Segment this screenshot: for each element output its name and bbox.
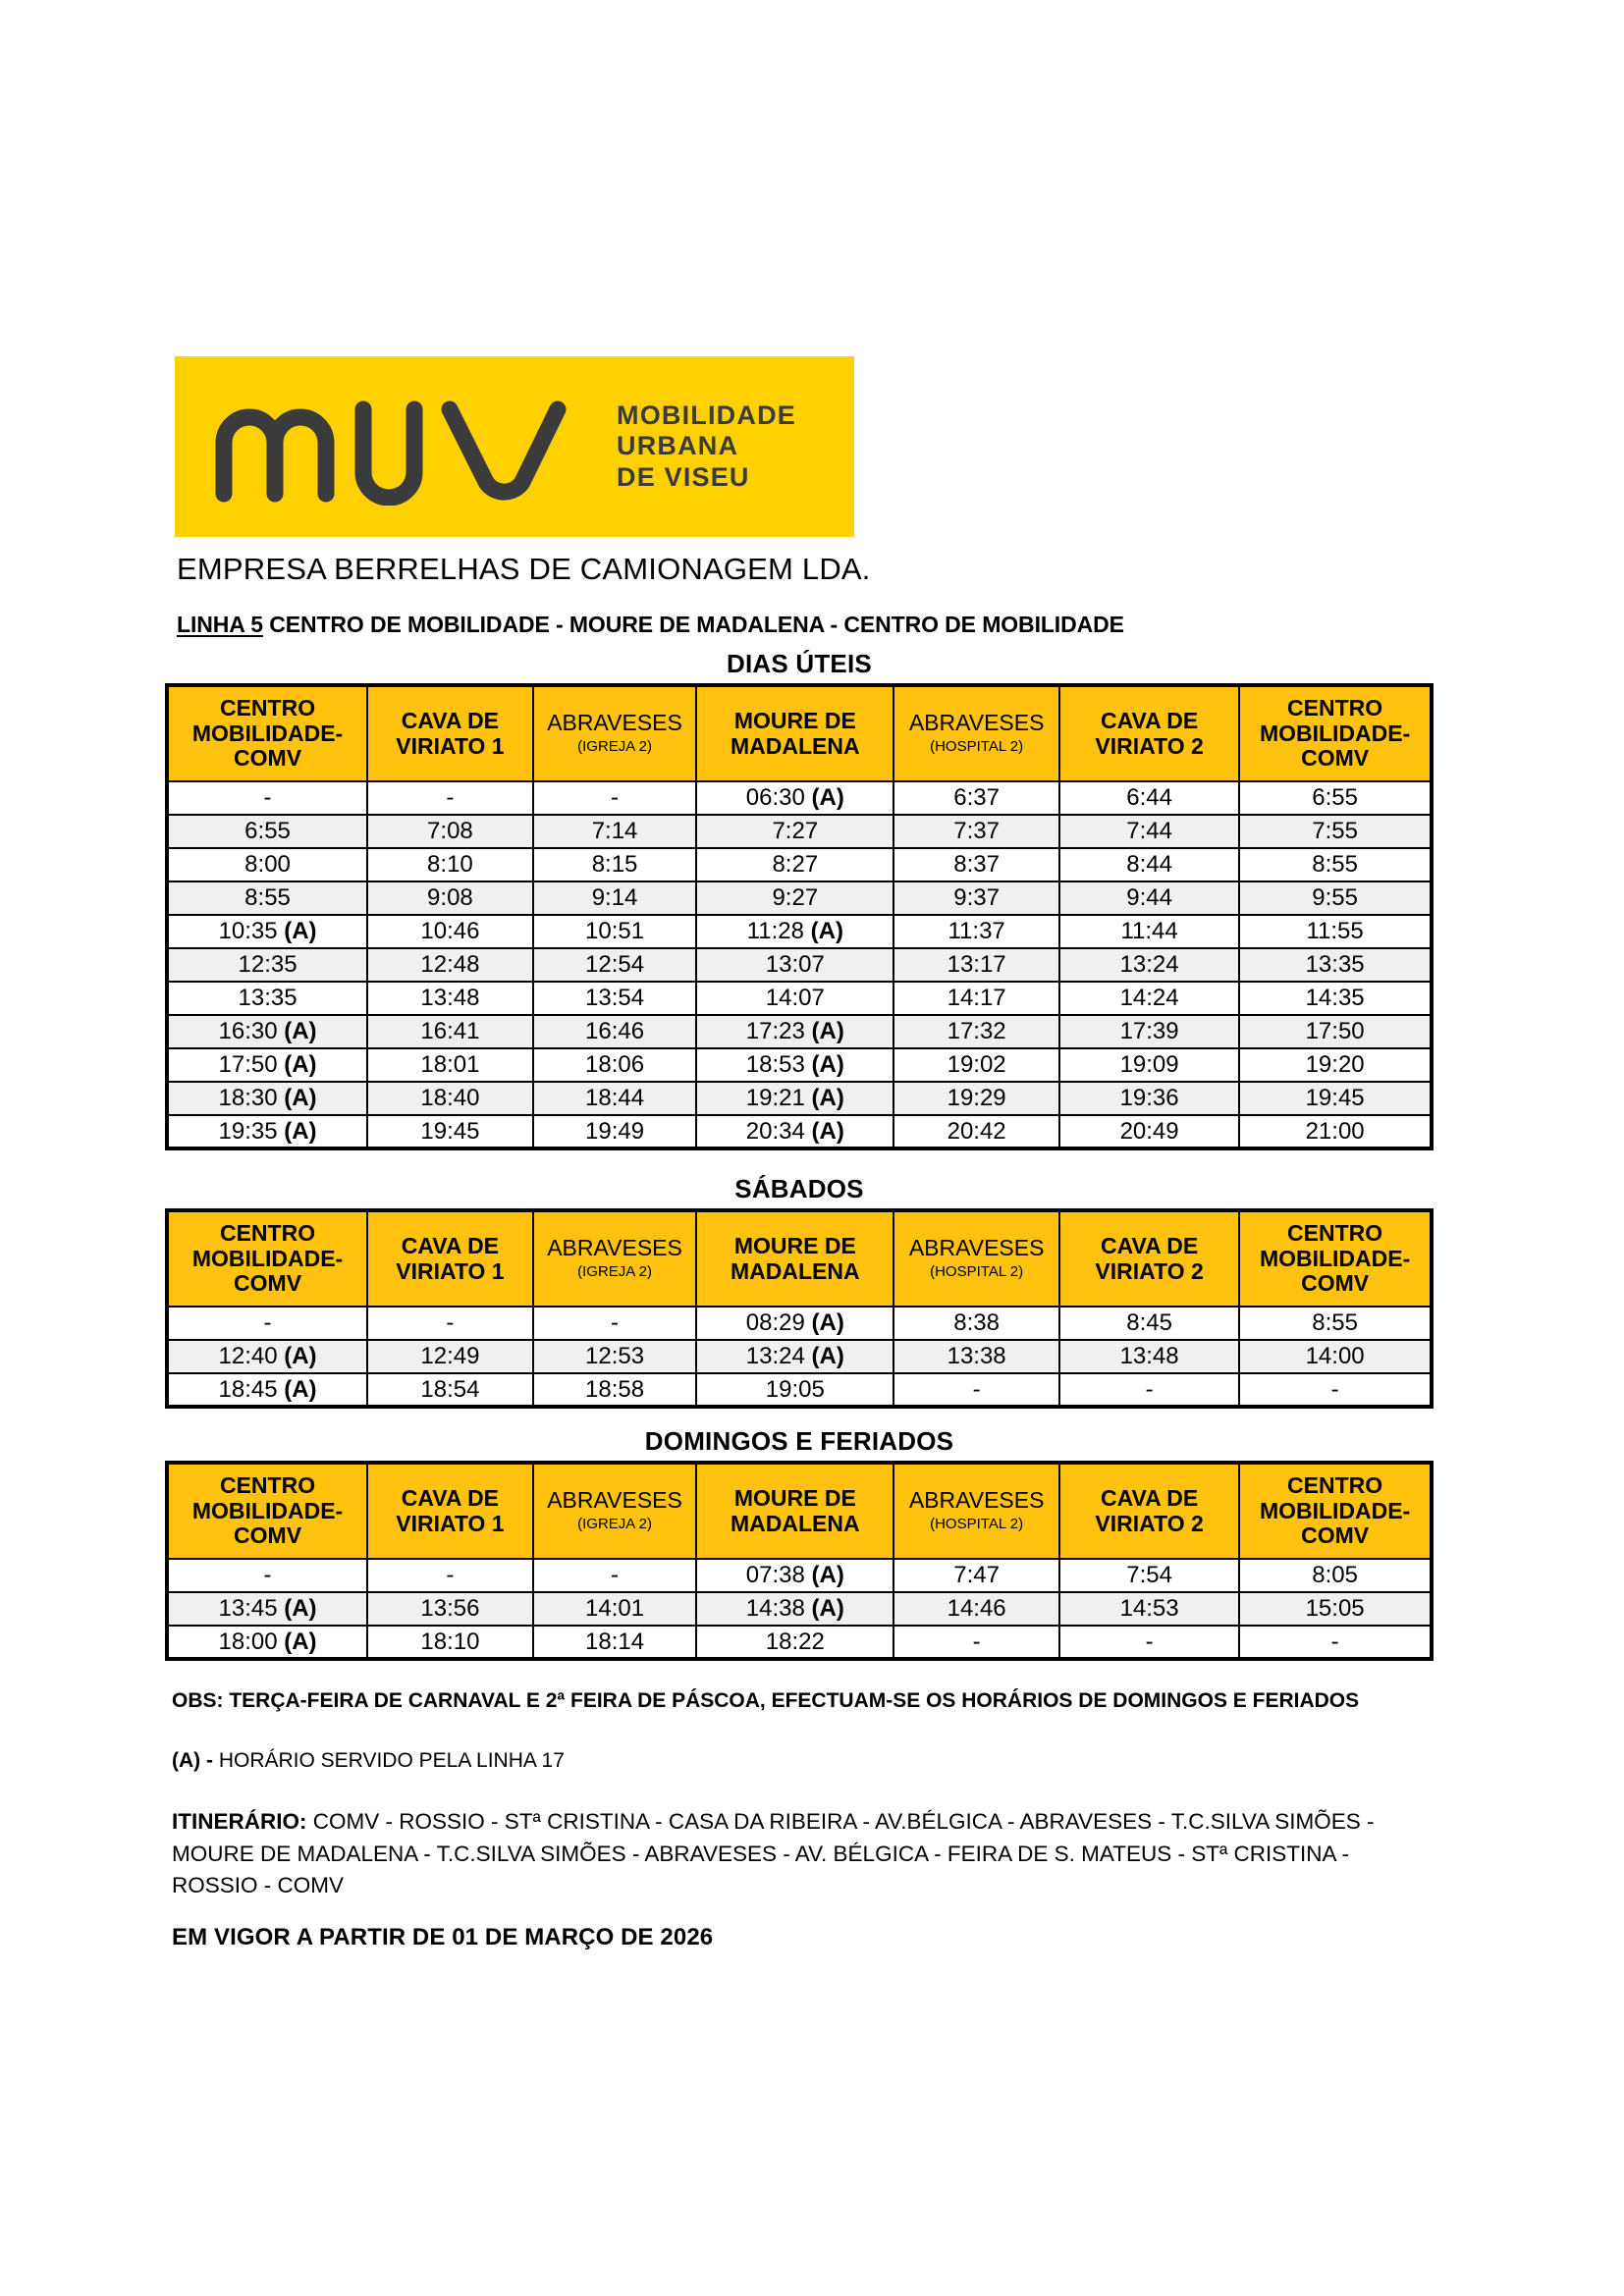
- time-cell: 18:45 (A): [167, 1373, 367, 1407]
- time-cell: 16:30 (A): [167, 1015, 367, 1048]
- column-header-2: [533, 685, 697, 781]
- column-header-main: ABRAVESES: [908, 1235, 1045, 1261]
- table-header-row: [167, 1210, 1432, 1307]
- column-header-3: [696, 1210, 893, 1307]
- table-row: [167, 1373, 1432, 1407]
- column-header-main: CENTRO MOBILIDADE-COMV: [1259, 1471, 1411, 1549]
- time-cell: 13:35: [167, 982, 367, 1015]
- time-cell: 17:39: [1059, 1015, 1239, 1048]
- column-header-4: [893, 685, 1059, 781]
- column-header-4: [893, 1210, 1059, 1307]
- column-header-main: CAVA DE VIRIATO 1: [396, 1232, 505, 1284]
- time-cell: 13:45 (A): [167, 1592, 367, 1626]
- time-cell: 20:49: [1059, 1115, 1239, 1148]
- time-cell: 8:37: [893, 848, 1059, 881]
- time-cell: -: [533, 781, 697, 815]
- line-17-flag: (A): [811, 1018, 844, 1044]
- time-cell: 19:49: [533, 1115, 697, 1148]
- time-cell: 20:34 (A): [696, 1115, 893, 1148]
- time-cell: 19:21 (A): [696, 1082, 893, 1115]
- column-header-6: [1239, 1463, 1432, 1559]
- timetable-dias-uteis: [165, 683, 1434, 1150]
- time-cell: 14:01: [533, 1592, 697, 1626]
- column-header-5: [1059, 1210, 1239, 1307]
- time-cell: 8:00: [167, 848, 367, 881]
- time-cell: 19:45: [367, 1115, 533, 1148]
- line-number-label: LINHA 5: [177, 612, 263, 637]
- time-cell: 8:55: [1239, 1307, 1432, 1340]
- column-header-main: ABRAVESES: [547, 1487, 682, 1514]
- time-cell: 11:37: [893, 915, 1059, 948]
- time-cell: -: [893, 1626, 1059, 1659]
- column-header-main: CENTRO MOBILIDADE-COMV: [1259, 694, 1411, 772]
- note-itinerary-label: ITINERÁRIO:: [172, 1809, 307, 1834]
- time-cell: 13:17: [893, 948, 1059, 982]
- table-row: [167, 948, 1432, 982]
- section-title-dias-uteis: DIAS ÚTEIS: [727, 649, 872, 678]
- column-header-2: [533, 1463, 697, 1559]
- time-cell: -: [893, 1373, 1059, 1407]
- time-cell: 12:48: [367, 948, 533, 982]
- column-header-main: CAVA DE VIRIATO 2: [1095, 1232, 1204, 1284]
- time-cell: 14:17: [893, 982, 1059, 1015]
- line-17-flag: (A): [284, 1343, 317, 1369]
- time-cell: 17:32: [893, 1015, 1059, 1048]
- time-cell: 8:15: [533, 848, 697, 881]
- table-row: [167, 1115, 1432, 1148]
- note-legend-text: HORÁRIO SERVIDO PELA LINHA 17: [218, 1749, 565, 1772]
- time-cell: 14:24: [1059, 982, 1239, 1015]
- note-itinerary: [172, 1806, 1438, 1902]
- time-cell: 14:46: [893, 1592, 1059, 1626]
- line-header: [177, 612, 1124, 638]
- note-legend-marker: (A) -: [172, 1749, 213, 1772]
- time-cell: 11:44: [1059, 915, 1239, 948]
- column-header-main: CAVA DE VIRIATO 1: [396, 707, 505, 759]
- time-cell: 13:48: [1059, 1340, 1239, 1373]
- time-cell: 18:30 (A): [167, 1082, 367, 1115]
- time-cell: 12:54: [533, 948, 697, 982]
- line-17-flag: (A): [811, 784, 844, 811]
- time-cell: 19:45: [1239, 1082, 1432, 1115]
- time-cell: 13:24 (A): [696, 1340, 893, 1373]
- section-title-domingos-feriados: DOMINGOS E FERIADOS: [644, 1426, 954, 1456]
- column-header-0: [167, 1210, 367, 1307]
- time-cell: 7:37: [893, 815, 1059, 848]
- time-cell: 6:55: [1239, 781, 1432, 815]
- table-row: [167, 1082, 1432, 1115]
- time-cell: 13:56: [367, 1592, 533, 1626]
- table-row: [167, 1559, 1432, 1592]
- time-cell: 17:50: [1239, 1015, 1432, 1048]
- column-header-0: [167, 685, 367, 781]
- table-row: [167, 1015, 1432, 1048]
- time-cell: 16:41: [367, 1015, 533, 1048]
- time-cell: 18:14: [533, 1626, 697, 1659]
- column-header-main: CAVA DE VIRIATO 2: [1095, 707, 1204, 759]
- line-17-flag: (A): [811, 1309, 844, 1336]
- line-17-flag: (A): [284, 1085, 317, 1111]
- time-cell: 14:35: [1239, 982, 1432, 1015]
- time-cell: -: [367, 1307, 533, 1340]
- column-header-3: [696, 685, 893, 781]
- column-header-sub: (IGREJA 2): [577, 1263, 652, 1281]
- time-cell: -: [1059, 1373, 1239, 1407]
- time-cell: 7:27: [696, 815, 893, 848]
- muv-logo-banner: [175, 356, 854, 537]
- time-cell: -: [533, 1307, 697, 1340]
- time-cell: 12:49: [367, 1340, 533, 1373]
- time-cell: 7:55: [1239, 815, 1432, 848]
- time-cell: 20:42: [893, 1115, 1059, 1148]
- column-header-4: [893, 1463, 1059, 1559]
- timetable-sabados: [165, 1208, 1434, 1409]
- time-cell: 07:38 (A): [696, 1559, 893, 1592]
- column-header-6: [1239, 1210, 1432, 1307]
- time-cell: 17:50 (A): [167, 1048, 367, 1082]
- time-cell: 9:44: [1059, 881, 1239, 915]
- time-cell: 18:06: [533, 1048, 697, 1082]
- line-17-flag: (A): [811, 1085, 844, 1111]
- time-cell: 18:44: [533, 1082, 697, 1115]
- time-cell: 21:00: [1239, 1115, 1432, 1148]
- line-17-flag: (A): [811, 1343, 844, 1369]
- time-cell: 08:29 (A): [696, 1307, 893, 1340]
- time-cell: 13:24: [1059, 948, 1239, 982]
- time-cell: 18:40: [367, 1082, 533, 1115]
- time-cell: 11:28 (A): [696, 915, 893, 948]
- table-body: [167, 1559, 1432, 1659]
- time-cell: 6:37: [893, 781, 1059, 815]
- time-cell: -: [367, 781, 533, 815]
- column-header-sub: (IGREJA 2): [577, 1516, 652, 1533]
- time-cell: 19:20: [1239, 1048, 1432, 1082]
- line-17-flag: (A): [811, 1595, 844, 1622]
- table-row: [167, 1626, 1432, 1659]
- time-cell: -: [533, 1559, 697, 1592]
- column-header-main: ABRAVESES: [908, 1487, 1045, 1514]
- line-17-flag: (A): [810, 918, 843, 944]
- time-cell: 10:51: [533, 915, 697, 948]
- column-header-sub: (HOSPITAL 2): [930, 1263, 1024, 1281]
- time-cell: -: [1239, 1626, 1432, 1659]
- time-cell: 14:53: [1059, 1592, 1239, 1626]
- line-17-flag: (A): [811, 1562, 844, 1588]
- time-cell: 18:58: [533, 1373, 697, 1407]
- time-cell: 9:14: [533, 881, 697, 915]
- time-cell: 19:29: [893, 1082, 1059, 1115]
- muv-wordmark-icon: [206, 388, 599, 506]
- time-cell: 13:35: [1239, 948, 1432, 982]
- table-header-row: [167, 1463, 1432, 1559]
- table-row: [167, 1307, 1432, 1340]
- table-row: [167, 881, 1432, 915]
- line-17-flag: (A): [811, 1051, 844, 1078]
- column-header-0: [167, 1463, 367, 1559]
- section-title-sabados: SÁBADOS: [734, 1174, 864, 1203]
- column-header-5: [1059, 685, 1239, 781]
- column-header-5: [1059, 1463, 1239, 1559]
- time-cell: 13:07: [696, 948, 893, 982]
- time-cell: 8:55: [1239, 848, 1432, 881]
- time-cell: -: [167, 1307, 367, 1340]
- time-cell: 19:36: [1059, 1082, 1239, 1115]
- time-cell: 16:46: [533, 1015, 697, 1048]
- time-cell: 9:55: [1239, 881, 1432, 915]
- column-header-main: CAVA DE VIRIATO 2: [1095, 1484, 1204, 1536]
- time-cell: 18:22: [696, 1626, 893, 1659]
- time-cell: 19:05: [696, 1373, 893, 1407]
- time-cell: 8:45: [1059, 1307, 1239, 1340]
- time-cell: 7:54: [1059, 1559, 1239, 1592]
- table-body: [167, 1307, 1432, 1407]
- time-cell: 6:44: [1059, 781, 1239, 815]
- line-17-flag: (A): [284, 1018, 317, 1044]
- time-cell: 9:27: [696, 881, 893, 915]
- column-header-main: CAVA DE VIRIATO 1: [396, 1484, 505, 1536]
- column-header-sub: (IGREJA 2): [577, 738, 652, 756]
- column-header-1: [367, 685, 533, 781]
- line-17-flag: (A): [284, 1375, 317, 1403]
- time-cell: 10:46: [367, 915, 533, 948]
- column-header-2: [533, 1210, 697, 1307]
- column-header-main: MOURE DE MADALENA: [731, 707, 860, 759]
- column-header-main: CENTRO MOBILIDADE-COMV: [191, 1471, 344, 1549]
- note-legend: [172, 1746, 1448, 1776]
- note-effective-date: EM VIGOR A PARTIR DE 01 DE MARÇO DE 2026: [172, 1924, 714, 1950]
- table-row: [167, 1592, 1432, 1626]
- timetable-domingos-feriados: [165, 1461, 1434, 1661]
- time-cell: 17:23 (A): [696, 1015, 893, 1048]
- table-header-row: [167, 685, 1432, 781]
- time-cell: -: [367, 1559, 533, 1592]
- time-cell: 13:48: [367, 982, 533, 1015]
- column-header-main: CENTRO MOBILIDADE-COMV: [191, 1219, 344, 1297]
- time-cell: 18:01: [367, 1048, 533, 1082]
- time-cell: 12:53: [533, 1340, 697, 1373]
- time-cell: 6:55: [167, 815, 367, 848]
- column-header-1: [367, 1210, 533, 1307]
- time-cell: -: [167, 1559, 367, 1592]
- time-cell: 8:55: [167, 881, 367, 915]
- time-cell: 14:07: [696, 982, 893, 1015]
- line-17-flag: (A): [811, 1117, 844, 1145]
- note-itinerary-text: COMV - ROSSIO - STª CRISTINA - CASA DA RIBEIRA - AV.BÉLGICA - ABRAVESES - T.C.SILVA SIMÕES - MOURE DE MADALENA - T.C.SILVA SIMÕES - ABRAVESES - AV. BÉLGICA - FEIRA DE S. MATEUS - STª CRISTINA - ROSSIO - COMV: [172, 1809, 1375, 1898]
- time-cell: 19:35 (A): [167, 1115, 367, 1148]
- time-cell: -: [1059, 1626, 1239, 1659]
- logo-word-line-2: URBANA: [617, 431, 739, 461]
- time-cell: -: [1239, 1373, 1432, 1407]
- column-header-main: ABRAVESES: [908, 710, 1045, 736]
- time-cell: 8:10: [367, 848, 533, 881]
- time-cell: 9:08: [367, 881, 533, 915]
- logo-word-line-1: MOBILIDADE: [617, 400, 796, 430]
- time-cell: 8:05: [1239, 1559, 1432, 1592]
- time-cell: 7:14: [533, 815, 697, 848]
- time-cell: 18:53 (A): [696, 1048, 893, 1082]
- time-cell: 18:10: [367, 1626, 533, 1659]
- time-cell: 7:44: [1059, 815, 1239, 848]
- time-cell: 10:35 (A): [167, 915, 367, 948]
- time-cell: 18:00 (A): [167, 1626, 367, 1659]
- time-cell: 11:55: [1239, 915, 1432, 948]
- time-cell: 13:38: [893, 1340, 1059, 1373]
- table-body: [167, 781, 1432, 1148]
- line-route-label: CENTRO DE MOBILIDADE - MOURE DE MADALENA - CENTRO DE MOBILIDADE: [269, 612, 1124, 637]
- time-cell: 8:27: [696, 848, 893, 881]
- company-name: EMPRESA BERRELHAS DE CAMIONAGEM LDA.: [177, 552, 871, 586]
- table-row: [167, 982, 1432, 1015]
- time-cell: 19:02: [893, 1048, 1059, 1082]
- time-cell: 14:00: [1239, 1340, 1432, 1373]
- column-header-1: [367, 1463, 533, 1559]
- column-header-main: CENTRO MOBILIDADE-COMV: [191, 694, 344, 772]
- time-cell: 19:09: [1059, 1048, 1239, 1082]
- time-cell: 18:54: [367, 1373, 533, 1407]
- time-cell: 12:40 (A): [167, 1340, 367, 1373]
- column-header-main: MOURE DE MADALENA: [731, 1232, 860, 1284]
- logo-wordmark-text: [617, 400, 796, 494]
- table-row: [167, 1048, 1432, 1082]
- column-header-sub: (HOSPITAL 2): [930, 738, 1024, 756]
- logo-word-line-3: DE VISEU: [617, 461, 750, 492]
- line-17-flag: (A): [284, 918, 317, 944]
- line-17-flag: (A): [284, 1628, 317, 1655]
- column-header-sub: (HOSPITAL 2): [930, 1516, 1024, 1533]
- note-observation: OBS: TERÇA-FEIRA DE CARNAVAL E 2ª FEIRA DE PÁSCOA, EFECTUAM-SE OS HORÁRIOS DE DOMINGOS E FERIADOS: [172, 1689, 1360, 1712]
- time-cell: 7:47: [893, 1559, 1059, 1592]
- column-header-main: CENTRO MOBILIDADE-COMV: [1259, 1219, 1411, 1297]
- column-header-main: ABRAVESES: [547, 1235, 682, 1261]
- column-header-6: [1239, 685, 1432, 781]
- column-header-main: MOURE DE MADALENA: [731, 1484, 860, 1536]
- time-cell: 14:38 (A): [696, 1592, 893, 1626]
- column-header-main: ABRAVESES: [547, 710, 682, 736]
- time-cell: 13:54: [533, 982, 697, 1015]
- time-cell: 7:08: [367, 815, 533, 848]
- table-row: [167, 915, 1432, 948]
- table-row: [167, 848, 1432, 881]
- column-header-3: [696, 1463, 893, 1559]
- time-cell: 9:37: [893, 881, 1059, 915]
- table-row: [167, 781, 1432, 815]
- time-cell: -: [167, 781, 367, 815]
- time-cell: 12:35: [167, 948, 367, 982]
- line-17-flag: (A): [284, 1117, 317, 1145]
- time-cell: 06:30 (A): [696, 781, 893, 815]
- time-cell: 15:05: [1239, 1592, 1432, 1626]
- time-cell: 8:44: [1059, 848, 1239, 881]
- time-cell: 8:38: [893, 1307, 1059, 1340]
- table-row: [167, 815, 1432, 848]
- table-row: [167, 1340, 1432, 1373]
- line-17-flag: (A): [284, 1595, 317, 1622]
- line-17-flag: (A): [284, 1051, 317, 1078]
